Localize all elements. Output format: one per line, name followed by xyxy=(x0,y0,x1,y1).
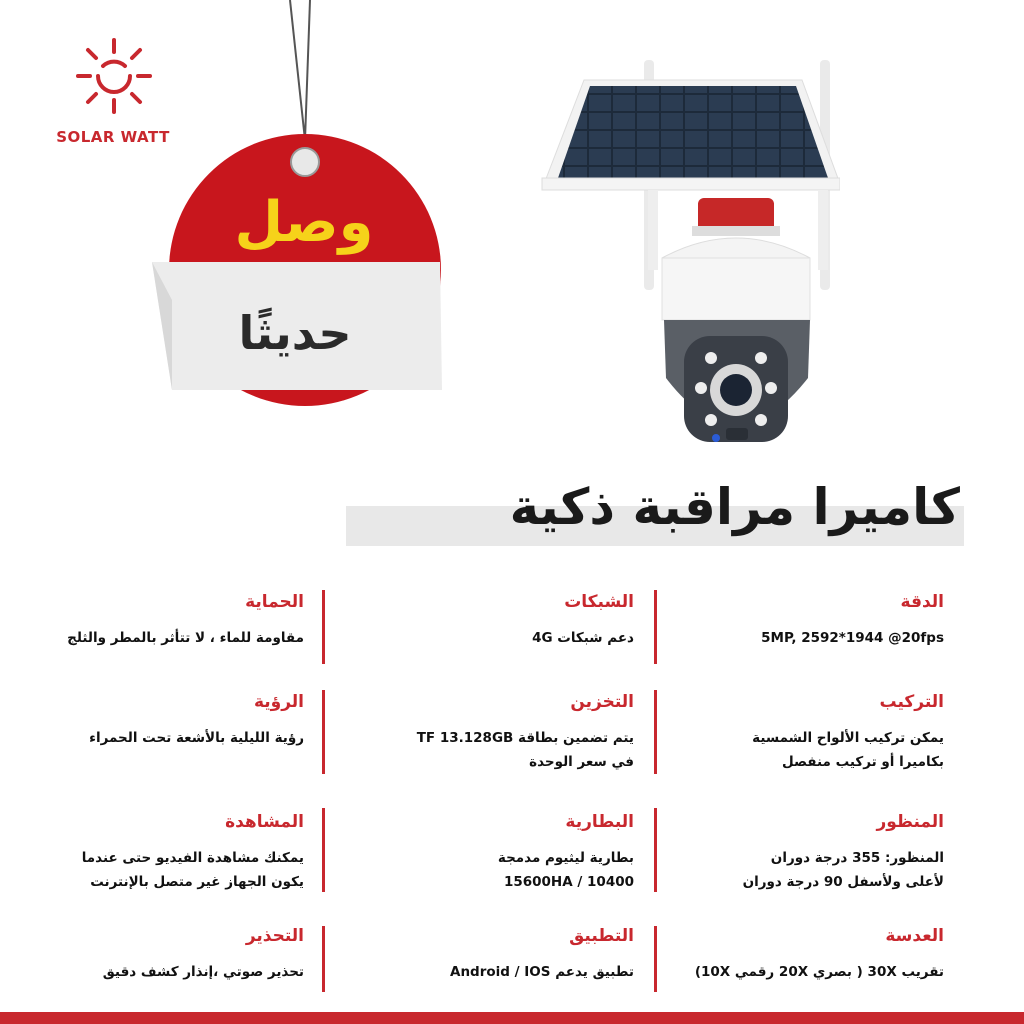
spec-description: تحذير صوتي ،إنذار كشف دقيق xyxy=(102,964,304,980)
spec-description: يمكن تركيب الألواح الشمسية بكاميرا أو تركيب منفصل xyxy=(752,730,944,770)
spec-description: تقريب 30X ( بصري 20X رقمي 10X) xyxy=(694,964,944,980)
tag-line-2: حديثًا xyxy=(238,306,352,360)
spec-block xyxy=(44,812,304,894)
spec-block xyxy=(684,592,944,650)
spec-block xyxy=(684,812,944,894)
spec-block xyxy=(684,692,944,774)
divider xyxy=(322,590,325,664)
spec-title: التحذير xyxy=(245,926,304,946)
spec-block xyxy=(374,812,634,894)
divider xyxy=(654,926,657,992)
spec-title: التطبيق xyxy=(569,926,634,946)
spec-description: بطارية ليثيوم مدمجة 10400 / 15600HA xyxy=(497,850,634,890)
spec-description: رؤية الليلية بالأشعة تحت الحمراء xyxy=(89,730,304,746)
spec-description: يتم تضمين بطاقة TF 13.128GB في سعر الوحدة xyxy=(416,730,634,770)
divider xyxy=(322,808,325,892)
spec-title: الرؤية xyxy=(253,692,304,712)
spec-block xyxy=(374,926,634,984)
divider xyxy=(322,690,325,774)
divider xyxy=(654,690,657,774)
new-arrival-tag xyxy=(150,0,460,420)
spec-description: دعم شبكات 4G xyxy=(532,630,634,646)
page-title: كاميرا مراقبة ذكية xyxy=(509,478,960,536)
spec-title: المشاهدة xyxy=(225,812,304,832)
spec-title: البطارية xyxy=(565,812,634,832)
solar-camera-image xyxy=(540,58,840,458)
spec-title: الشبكات xyxy=(564,592,634,612)
spec-title: التخزين xyxy=(570,692,634,712)
spec-block xyxy=(374,592,634,650)
spec-block xyxy=(44,926,304,984)
spec-title: الحماية xyxy=(245,592,304,612)
spec-title: المنظور xyxy=(876,812,944,832)
spec-description: المنظور: 355 درجة دوران لأعلى ولأسفل 90 درجة دوران xyxy=(742,850,944,890)
spec-description: مقاومة للماء ، لا تتأثر بالمطر والثلج xyxy=(67,630,304,646)
spec-block xyxy=(374,692,634,774)
spec-title: الدقة xyxy=(900,592,944,612)
divider xyxy=(322,926,325,992)
sun-icon xyxy=(76,38,152,114)
spec-title: التركيب xyxy=(879,692,944,712)
spec-title: العدسة xyxy=(885,926,944,946)
bottom-bar xyxy=(0,1012,1024,1024)
tag-line-1: وصل xyxy=(234,190,374,255)
spec-description: يمكنك مشاهدة الفيديو حتى عندما يكون الجهاز غير متصل بالإنترنت xyxy=(81,850,304,890)
spec-description: تطبيق يدعم Android / IOS xyxy=(450,964,634,980)
spec-block xyxy=(44,592,304,650)
spec-block xyxy=(44,692,304,750)
brand-name: SOLAR WATT xyxy=(56,128,170,146)
spec-block xyxy=(684,926,944,984)
spec-description: 5MP, 2592*1944 @20fps xyxy=(761,630,944,646)
divider xyxy=(654,808,657,892)
divider xyxy=(654,590,657,664)
